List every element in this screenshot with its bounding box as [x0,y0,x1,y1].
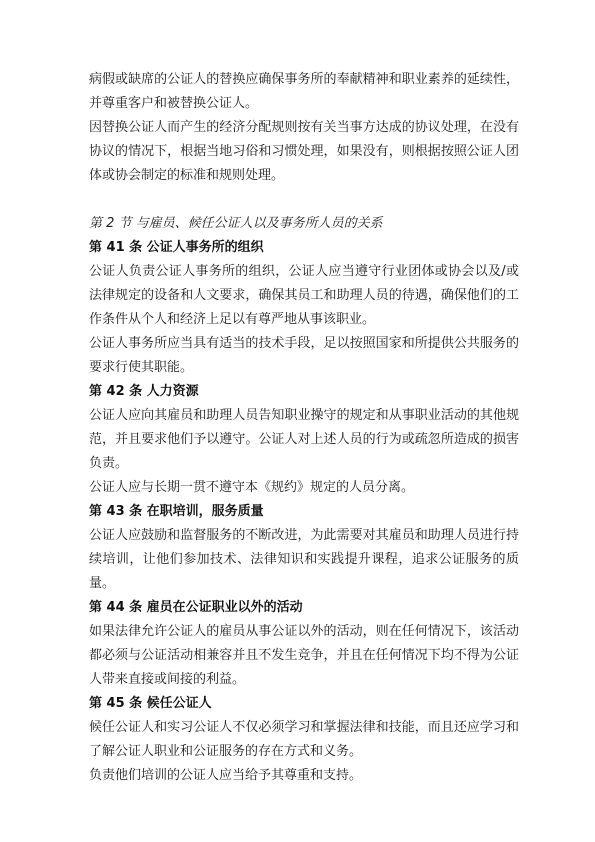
document-page [89,68,519,788]
spacer [89,188,519,212]
paragraph: 公证人应向其雇员和助理人员告知职业操守的规定和从事职业活动的其他规范，并且要求他们予以遵守。公证人对上述人员的行为或疏忽所造成的损害负责。 [89,408,519,471]
paragraph: 病假或缺席的公证人的替换应确保事务所的奉献精神和职业素养的延续性，并尊重客户和被替换公证人。 [89,72,519,111]
paragraph: 公证人负责公证人事务所的组织，公证人应当遵守行业团体或协会以及/或法律规定的设备和人文要求，确保其员工和助理人员的待遇，确保他们的工作条件从个人和经济上足以有尊严地从事该职业。 [89,264,519,327]
article-heading-43: 第 43 条 在职培训，服务质量 [89,504,264,519]
paragraph: 公证人应与长期一贯不遵守本《规约》规定的人员分离。 [89,480,415,495]
article-heading-41: 第 41 条 公证人事务所的组织 [89,240,264,255]
paragraph: 公证人应鼓励和监督服务的不断改进，为此需要对其雇员和助理人员进行持续培训，让他们参加技术、法律知识和实践提升课程，追求公证服务的质量。 [89,528,519,591]
paragraph: 候任公证人和实习公证人不仅必须学习和掌握法律和技能，而且还应学习和了解公证人职业和公证服务的存在方式和义务。 [89,720,519,759]
paragraph: 如果法律允许公证人的雇员从事公证以外的活动，则在任何情况下，该活动都必须与公证活动相兼容并且不发生竞争，并且在任何情况下均不得为公证人带来直接或间接的利益。 [89,624,519,687]
paragraph: 因替换公证人而产生的经济分配规则按有关当事方达成的协议处理，在没有协议的情况下，根据当地习俗和习惯处理，如果没有，则根据按照公证人团体或协会制定的标准和规则处理。 [89,120,519,183]
article-heading-45: 第 45 条 候任公证人 [89,696,212,711]
section-title: 第 2 节 与雇员、候任公证人以及事务所人员的关系 [89,216,383,231]
paragraph: 公证人事务所应当具有适当的技术手段，足以按照国家和所提供公共服务的要求行使其职能。 [89,336,519,375]
article-heading-42: 第 42 条 人力资源 [89,384,199,399]
paragraph: 负责他们培训的公证人应当给予其尊重和支持。 [89,768,363,783]
article-heading-44: 第 44 条 雇员在公证职业以外的活动 [89,600,303,615]
